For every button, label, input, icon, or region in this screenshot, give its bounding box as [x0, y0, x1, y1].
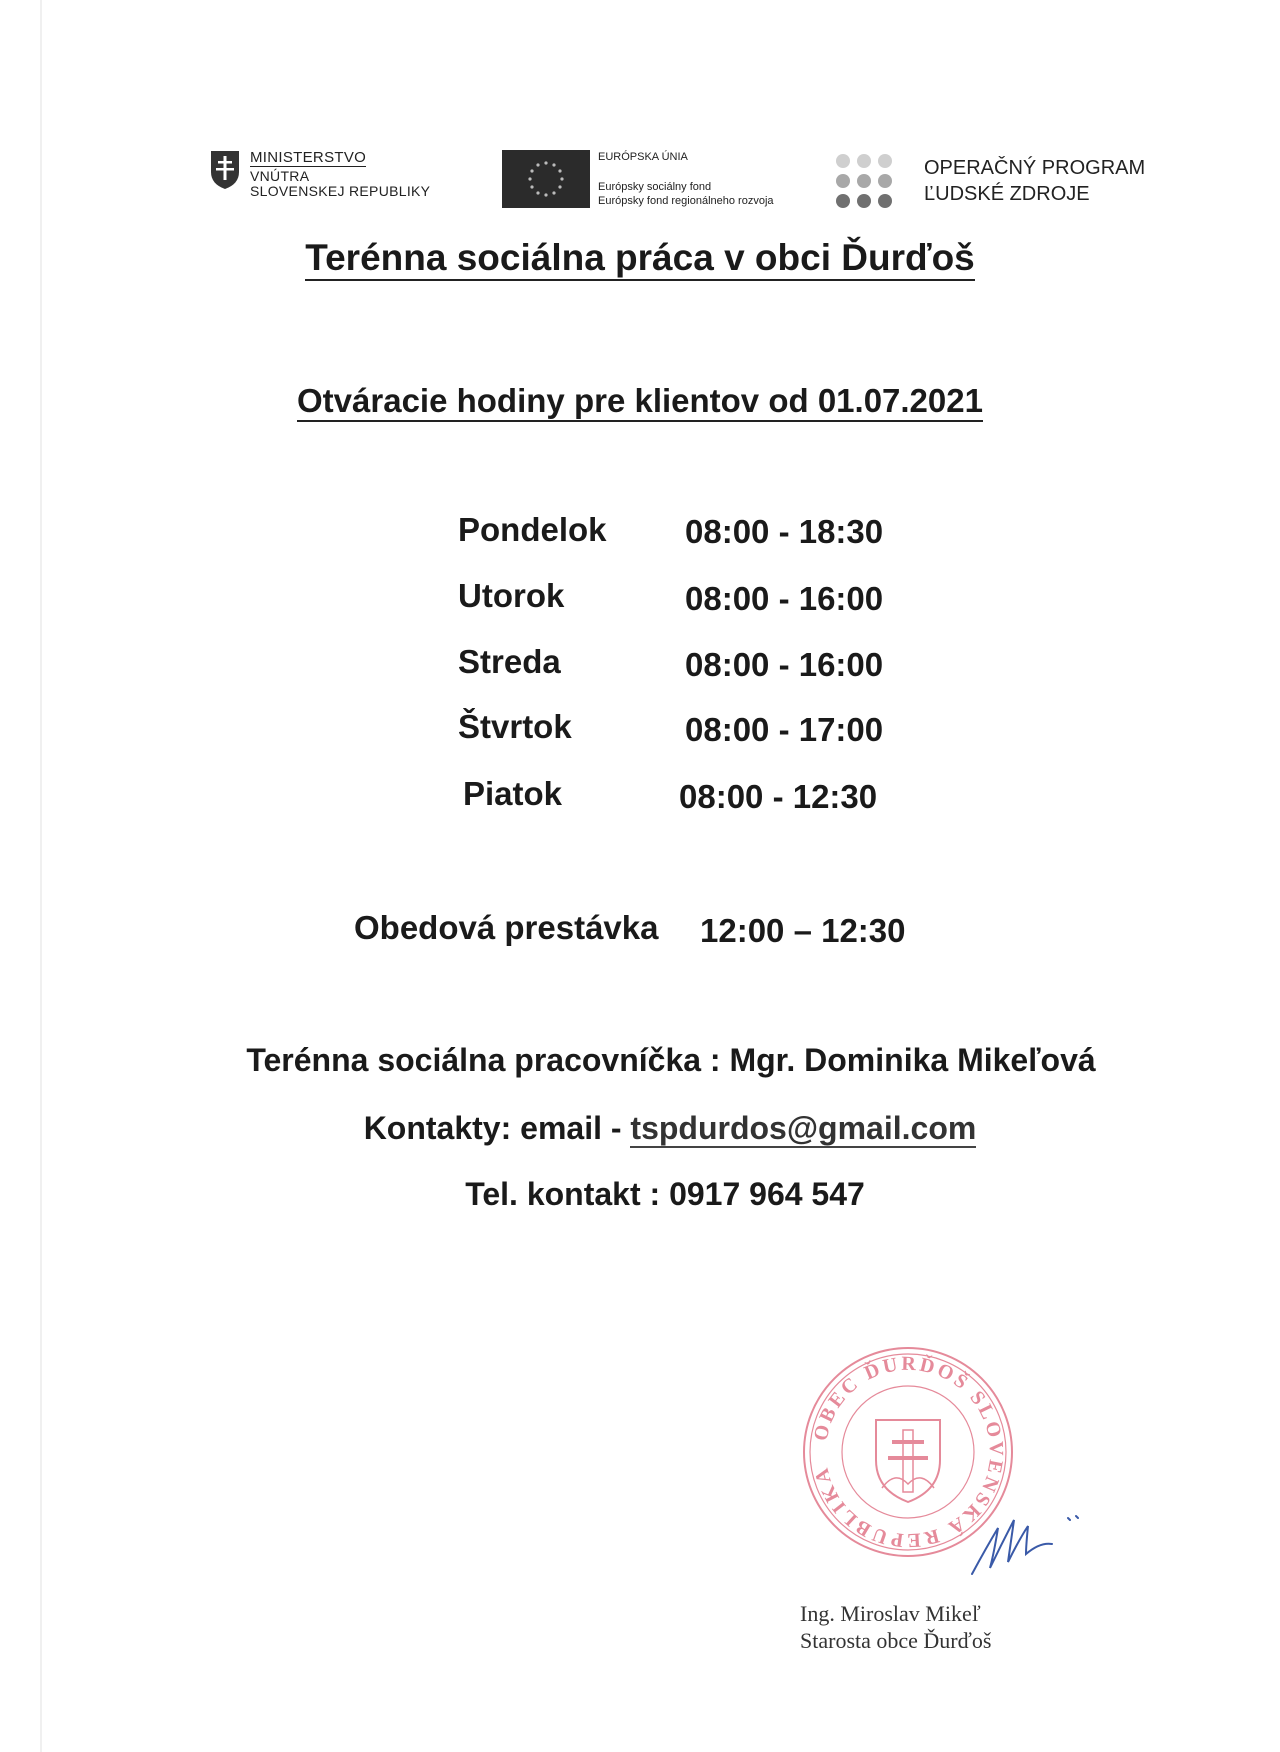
day-hours: 08:00 - 16:00 [685, 646, 884, 683]
ministry-line1: MINISTERSTVO [250, 149, 367, 166]
ministry-line3: SLOVENSKEJ REPUBLIKY [250, 183, 431, 199]
phone-line: Tel. kontakt : 0917 964 547 [465, 1176, 865, 1212]
lunch-label: Obedová prestávka [354, 909, 659, 946]
handwritten-signature [968, 1498, 1088, 1578]
day-label: Utorok [458, 577, 565, 614]
signatory-name: Ing. Miroslav Mikeľ [800, 1601, 981, 1626]
day-label: Pondelok [458, 511, 607, 548]
signatory-role: Starosta obce Ďurďoš [800, 1628, 992, 1653]
eu-line2: Európsky sociálny fond [598, 181, 712, 193]
email-link[interactable]: tspdurdos@gmail.com [630, 1110, 977, 1146]
day-hours: 08:00 - 18:30 [685, 513, 884, 550]
eu-line1: EURÓPSKA ÚNIA [598, 151, 688, 163]
op-dots-icon [834, 152, 894, 210]
slovak-coat-of-arms-icon [210, 150, 240, 190]
day-hours: 08:00 - 16:00 [685, 580, 884, 617]
email-label: Kontakty: email - [363, 1110, 631, 1146]
eu-logo [502, 150, 774, 208]
ministry-logo [210, 150, 430, 199]
op-line2: ĽUDSKÉ ZDROJE [924, 183, 1090, 205]
lunch-hours: 12:00 – 12:30 [700, 912, 906, 949]
op-line1: OPERAČNÝ PROGRAM [924, 157, 1146, 179]
page-subtitle: Otváracie hodiny pre klientov od 01.07.2021 [0, 382, 1280, 420]
op-logo [834, 152, 1145, 210]
ministry-line2: VNÚTRA [250, 168, 310, 184]
day-label: Piatok [463, 775, 563, 812]
day-label: Streda [458, 643, 561, 680]
social-worker-line: Terénna sociálna pracovníčka : Mgr. Dominika Mikeľová [246, 1042, 1096, 1078]
seal-text: OBEC ĎURĎOŠ SLOVENSKÁ REPUBLIKA [809, 1352, 1008, 1552]
day-hours: 08:00 - 17:00 [685, 711, 884, 748]
page-title: Terénna sociálna práca v obci Ďurďoš [0, 237, 1280, 279]
eu-flag-icon [502, 150, 590, 208]
email-line [0, 1110, 1280, 1147]
signatory [800, 1600, 991, 1654]
eu-line3: Európsky fond regionálneho rozvoja [598, 195, 774, 207]
day-label: Štvrtok [458, 708, 572, 745]
day-hours: 08:00 - 12:30 [679, 778, 878, 815]
